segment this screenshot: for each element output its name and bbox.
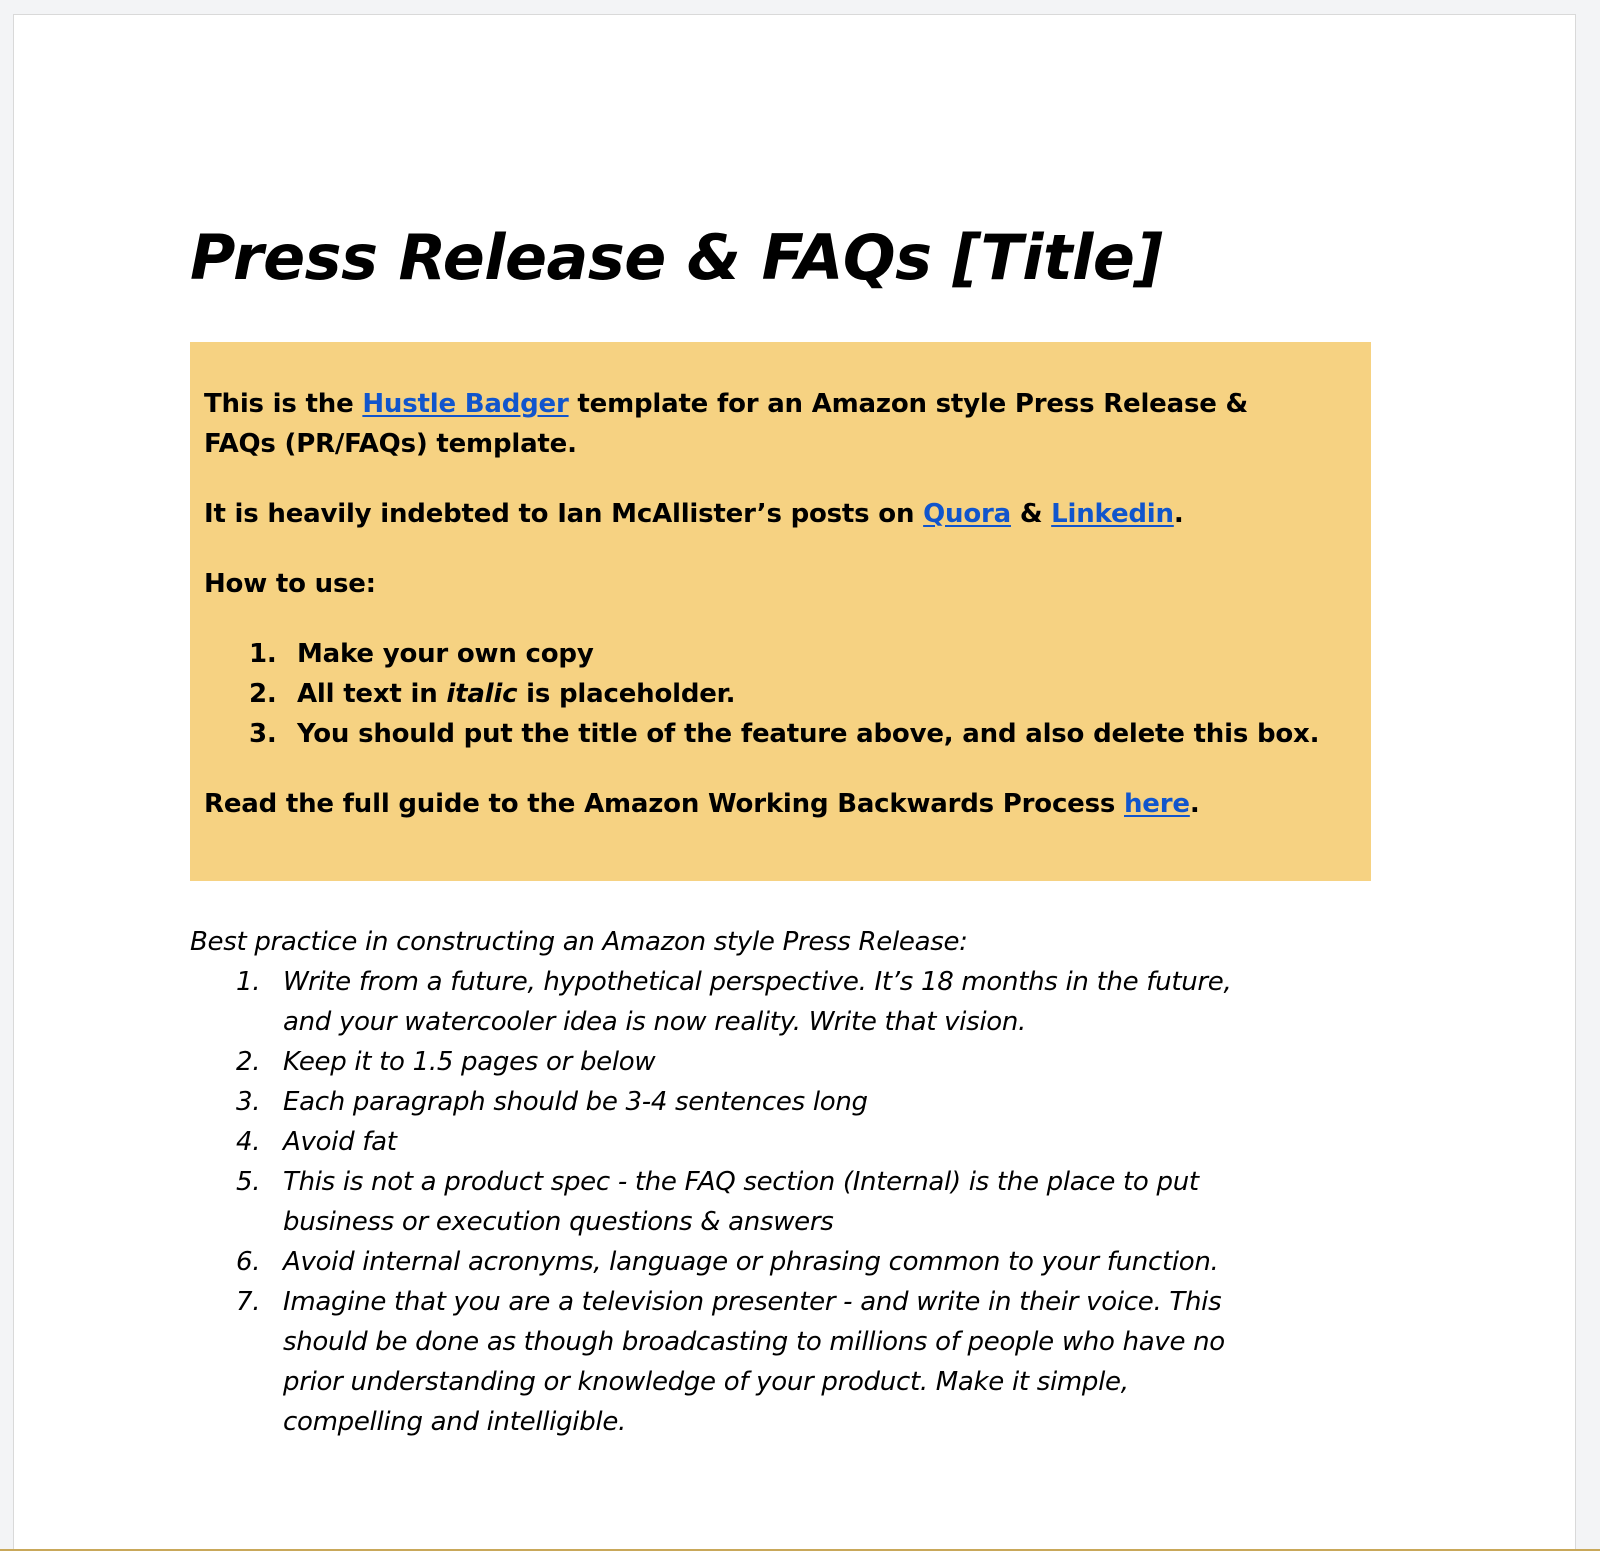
practice-item[interactable] [190,1122,1430,1162]
credit-text-between: & [1010,499,1052,529]
practice-line: Avoid fat [283,1127,397,1157]
credit-paragraph [204,494,1357,534]
practice-number: 7. [236,1287,261,1317]
step-number: 2. [249,679,277,709]
step-item [204,714,1357,754]
guide-paragraph [204,784,1357,824]
guide-text-before: Read the full guide to the Amazon Working Backwards Process [204,789,1124,819]
practice-number: 2. [236,1047,261,1077]
hustle-badger-link[interactable]: Hustle Badger [362,389,569,419]
practice-line: Imagine that you are a television presenter - and write in their voice. This [283,1287,1222,1317]
intro-paragraph [204,384,1357,464]
practice-line: should be done as though broadcasting to millions of people who have no [283,1327,1225,1357]
credit-text-before: It is heavily indebted to Ian McAllister’s posts on [204,499,924,529]
step-italic-word: italic [446,679,518,709]
practice-line: compelling and intelligible. [283,1407,627,1437]
practice-item[interactable] [190,962,1430,1042]
step-number: 1. [249,639,277,669]
step-text: Make your own copy [297,639,594,669]
practice-line: Write from a future, hypothetical perspective. It’s 18 months in the future, [283,967,1232,997]
best-practice-list [190,962,1430,1442]
step-number: 3. [249,719,277,749]
practice-line: and your watercooler idea is now reality. Write that vision. [283,1007,1027,1037]
step-text: You should put the title of the feature above, and also delete this box. [297,719,1320,749]
guide-here-link[interactable]: here [1124,789,1190,819]
how-to-use-steps [204,634,1357,754]
step-item [204,634,1357,674]
quora-link[interactable]: Quora [923,499,1011,529]
instructions-callout-box [190,342,1371,881]
practice-number: 3. [236,1087,261,1117]
practice-line: Avoid internal acronyms, language or phrasing common to your function. [283,1247,1219,1277]
best-practice-section [190,922,1430,1442]
best-practice-intro[interactable]: Best practice in constructing an Amazon style Press Release: [190,927,968,957]
practice-line: Each paragraph should be 3-4 sentences long [283,1087,868,1117]
practice-line: This is not a product spec - the FAQ section (Internal) is the place to put [283,1167,1199,1197]
intro-text-before: This is the [204,389,363,419]
guide-text-after: . [1189,789,1200,819]
practice-item[interactable] [190,1042,1430,1082]
practice-item[interactable] [190,1082,1430,1122]
credit-text-after: . [1173,499,1184,529]
intro-text-line2: FAQs (PR/FAQs) template. [204,429,577,459]
step-item [204,674,1357,714]
practice-line: business or execution questions & answers [283,1207,834,1237]
document-title[interactable]: Press Release & FAQs [Title] [190,221,1163,294]
step-text-after: is placeholder. [517,679,736,709]
practice-item[interactable] [190,1242,1430,1282]
practice-item[interactable] [190,1282,1430,1442]
linkedin-link[interactable]: Linkedin [1051,499,1174,529]
practice-line: Keep it to 1.5 pages or below [283,1047,656,1077]
practice-number: 6. [236,1247,261,1277]
practice-number: 1. [236,967,261,997]
practice-line: prior understanding or knowledge of your product. Make it simple, [283,1367,1129,1397]
practice-number: 5. [236,1167,261,1197]
practice-item[interactable] [190,1162,1430,1242]
how-to-use-heading: How to use: [204,569,376,599]
intro-text-after: template for an Amazon style Press Release & [568,389,1248,419]
practice-number: 4. [236,1127,261,1157]
step-text-before: All text in [297,679,447,709]
